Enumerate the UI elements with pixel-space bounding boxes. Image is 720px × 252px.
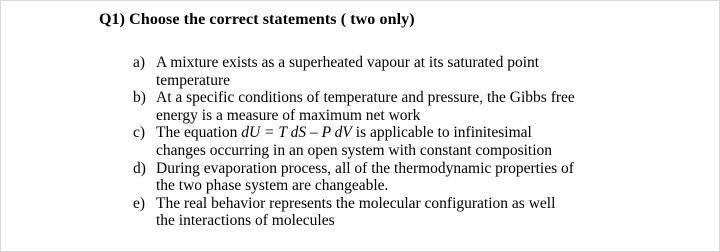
- option-text-line: The real behavior represents the molecular configuration as well: [156, 194, 556, 212]
- option-text-line: changes occurring in an open system with constant composition: [156, 141, 553, 159]
- equation: dU = T dS – P dV: [241, 124, 352, 142]
- option-label: c): [133, 124, 146, 142]
- option-b[interactable]: [133, 89, 708, 124]
- answer-options-list: [133, 54, 708, 230]
- option-text: The equation: [156, 124, 242, 142]
- option-text-line: During evaporation process, all of the thermodynamic properties of: [156, 159, 574, 177]
- option-text-line: the two phase system are changeable.: [156, 177, 389, 195]
- option-d[interactable]: [133, 160, 708, 195]
- question-title: Q1) Choose the correct statements ( two only): [99, 11, 415, 28]
- option-label: a): [133, 54, 146, 71]
- option-label: e): [133, 194, 146, 212]
- option-label: d): [133, 159, 146, 177]
- option-text-line: A mixture exists as a superheated vapour at its saturated point: [156, 54, 540, 71]
- option-text-line: energy is a measure of maximum net work: [156, 106, 421, 124]
- option-text-line: temperature: [156, 71, 231, 89]
- option-e[interactable]: [133, 195, 708, 230]
- option-a[interactable]: [133, 54, 708, 89]
- option-c[interactable]: [133, 124, 708, 159]
- option-text-line: [156, 124, 708, 142]
- option-label: b): [133, 89, 146, 107]
- option-text: is applicable to infinitesimal: [351, 124, 532, 142]
- option-text-line: the interactions of molecules: [156, 212, 335, 230]
- option-text-line: At a specific conditions of temperature and pressure, the Gibbs free: [156, 89, 575, 107]
